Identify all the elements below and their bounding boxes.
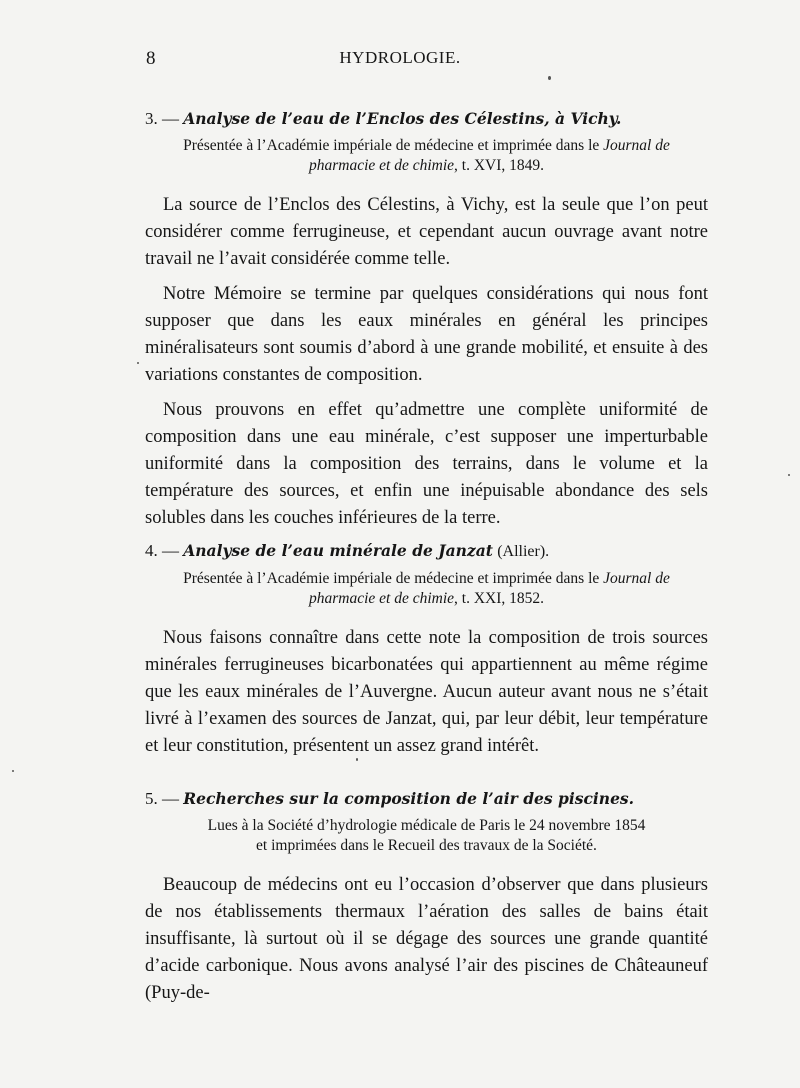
section-title: Recherches sur la composition de l’air des piscines. <box>183 789 635 808</box>
publication-note: Présentée à l’Académie impériale de médecine et imprimée dans le Journal de pharmacie et de chimie, t. XXI, 1852. <box>183 570 670 607</box>
section-number: 4. — <box>145 541 179 560</box>
section-body <box>145 625 708 760</box>
paragraph: Nous faisons connaître dans cette note la composition de trois sources minérales ferrugineuses bicarbonatées qui appartiennent au même régime que les eaux minérales de l’Auvergne. Aucun auteur avant nous ne s’était livré à l’examen des sources de Janzat, qui, par leur débit, leur température et leur constitution, présentent un assez grand intérêt. <box>145 628 708 756</box>
section-body <box>145 872 708 1007</box>
section-number: 3. — <box>145 109 179 128</box>
print-speck <box>12 770 14 772</box>
section-title: Analyse de l’eau de l’Enclos des Célestins, à Vichy. <box>183 109 622 128</box>
running-title: HYDROLOGIE. <box>339 48 461 67</box>
section-3 <box>145 108 708 532</box>
print-speck <box>137 362 139 364</box>
section-heading <box>145 540 708 563</box>
page-number: 8 <box>146 48 156 69</box>
publication-note: Présentée à l’Académie impériale de médecine et imprimée dans le Journal de pharmacie et de chimie, t. XVI, 1849. <box>183 137 670 174</box>
section-title-suffix: (Allier). <box>497 543 550 560</box>
paragraph: La source de l’Enclos des Célestins, à Vichy, est la seule que l’on peut considérer comme ferrugineuse, et cependant aucun ouvrage avant notre travail ne l’avait considérée comme telle. <box>145 195 708 269</box>
section-number: 5. — <box>145 789 179 808</box>
print-speck <box>548 76 551 80</box>
publication-note: Lues à la Société d’hydrologie médicale de Paris le 24 novembre 1854 et imprimées dans le Recueil des travaux de la Société. <box>207 817 646 854</box>
section-heading <box>145 788 708 810</box>
paragraph: Nous prouvons en effet qu’admettre une complète uniformité de composition dans une eau minérale, c’est supposer une imperturbable uniformité dans la composition des terrains, dans le volume et la température des sources, et enfin une inépuisable abondance des sels solubles dans les couches inférieures de la terre. <box>145 400 708 528</box>
journal-name: Journal de pharmacie et de chimie <box>308 137 670 174</box>
paragraph: Beaucoup de médecins ont eu l’occasion d’observer que dans plusieurs de nos établissements thermaux l’aération des salles de bains était insuffisante, là surtout où il se dégage des sources une grande quantité d’acide carbonique. Nous avons analysé l’air des piscines de Châteauneuf (Puy-de- <box>145 875 708 1003</box>
section-5 <box>145 788 708 1007</box>
paragraph: Notre Mémoire se termine par quelques considérations qui nous font supposer que dans les eaux minérales en général les principes minéralisateurs sont soumis d’abord à une grande mobilité, et ensuite à des variations constantes de composition. <box>145 284 708 385</box>
journal-name: Journal de pharmacie et de chimie <box>308 570 670 607</box>
section-4 <box>145 540 708 760</box>
print-speck <box>356 758 358 761</box>
section-heading <box>145 108 708 130</box>
section-body <box>145 192 708 532</box>
section-title: Analyse de l’eau minérale de Janzat <box>183 541 493 560</box>
print-speck <box>788 474 790 476</box>
